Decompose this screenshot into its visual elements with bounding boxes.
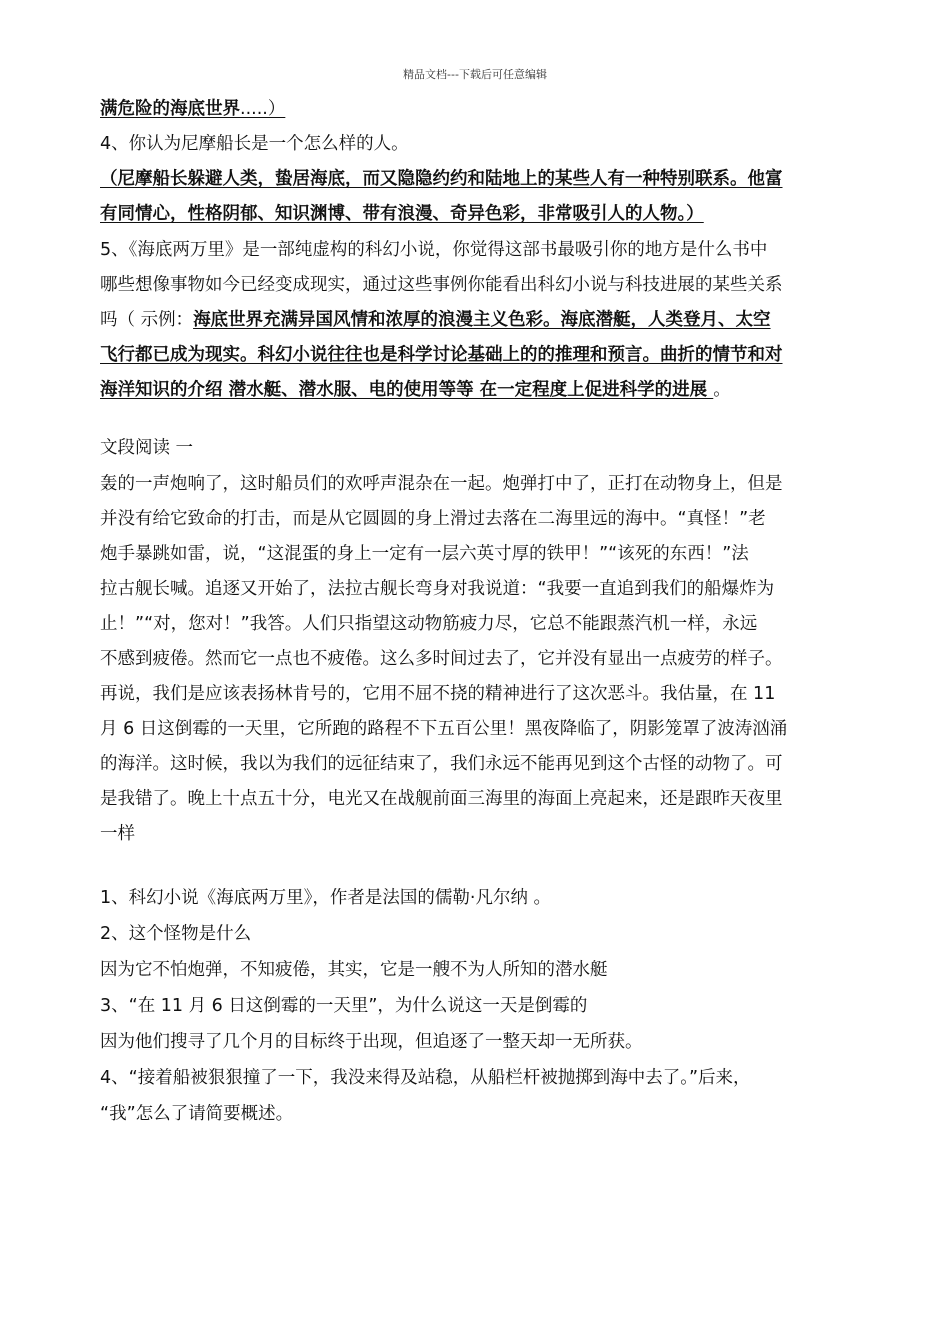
reading-question-4-line-2: “我”怎么了请简要概述。	[100, 1104, 294, 1124]
passage-line: 止！”“对，您对！”我答。人们只指望这动物筋疲力尽，它总不能跟蒸汽机一样，永远	[100, 614, 758, 634]
passage-line: 再说，我们是应该表扬林肯号的，它用不屈不挠的精神进行了这次恶斗。我估量，在 11	[100, 684, 776, 704]
answer-5-line-2: 飞行都已成为现实。科幻小说往往也是科学讨论基础上的的推理和预言。曲折的情节和对	[100, 345, 783, 365]
passage-line: 月 6 日这倒霉的一天里，它所跑的路程不下五百公里！黑夜降临了，阴影笼罩了波涛汹涌	[100, 719, 788, 739]
page-header: 精品文档---下载后可任意编辑	[403, 68, 547, 81]
continued-answer-line	[100, 98, 852, 121]
passage-line: 拉古舰长喊。追逐又开始了，法拉古舰长弯身对我说道：“我要一直追到我们的船爆炸为	[100, 579, 775, 599]
reading-passage	[100, 473, 852, 846]
section-title: 文段阅读 一	[100, 438, 194, 458]
answer-5-end: 。	[713, 380, 731, 400]
answer-5-line-3	[100, 379, 852, 402]
passage-line: 的海洋。这时候，我以为我们的远征结束了，我们永远不能再见到这个古怪的动物了。可	[100, 754, 783, 774]
spacer	[100, 846, 852, 887]
answer-5-part-3: 海洋知识的介绍 潜水艇、潜水服、电的使用等等 在一定程度上促进科学的进展	[100, 380, 714, 400]
answer-5-part-1: 海底世界充满异国风情和浓厚的浪漫主义色彩。海底潜艇，人类登月、太空	[193, 310, 771, 330]
answer-4-line-1: （尼摩船长躲避人类，蛰居海底，而又隐隐约约和陆地上的某些人有一种特别联系。他富	[100, 169, 783, 189]
question-5-line-2: 哪些想像事物如今已经变成现实，通过这些事例你能看出科幻小说与科技进展的某些关系	[100, 275, 783, 295]
answer-4-line-2: 有同情心，性格阴郁、知识渊博、带有浪漫、奇异色彩，非常吸引人的人物。）	[100, 204, 704, 224]
question-5-prefix: 吗（ 示例：	[100, 310, 194, 330]
passage-line: 是我错了。晚上十点五十分，电光又在战舰前面三海里的海面上亮起来，还是跟昨天夜里	[100, 789, 783, 809]
question-4: 4、你认为尼摩船长是一个怎么样的人。	[100, 134, 409, 154]
question-5-line-1: 5、《海底两万里》是一部纯虚构的科幻小说，你觉得这部书最吸引你的地方是什么书中	[100, 240, 768, 260]
passage-line: 并没有给它致命的打击，而是从它圆圆的身上滑过去落在二海里远的海中。“真怪！”老	[100, 509, 766, 529]
passage-line: 一样	[100, 824, 135, 844]
reading-question-2: 2、这个怪物是什么	[100, 924, 252, 944]
passage-line: 轰的一声炮响了，这时船员们的欢呼声混杂在一起。炮弹打中了，正打在动物身上，但是	[100, 474, 783, 494]
passage-line: 炮手暴跳如雷，说，“这混蛋的身上一定有一层六英寸厚的铁甲！”“该死的东西！”法	[100, 544, 749, 564]
reading-question-1: 1、科幻小说《海底两万里》，作者是法国的儒勒·凡尔纳 。	[100, 888, 552, 908]
continued-answer-bold: 满危险的海底世界	[100, 99, 240, 119]
reading-answer-3: 因为他们搜寻了几个月的目标终于出现，但追逐了一整天却一无所获。	[100, 1032, 643, 1052]
continued-answer-tail: .....）	[240, 99, 286, 119]
reading-answer-2: 因为它不怕炮弹，不知疲倦，其实，它是一艘不为人所知的潜水艇	[100, 960, 608, 980]
document-body	[100, 98, 852, 1126]
reading-question-4-line-1: 4、“接着船被狠狠撞了一下，我没来得及站稳，从船栏杆被抛掷到海中去了。”后来，	[100, 1068, 751, 1088]
question-5-line-3	[100, 309, 852, 332]
passage-line: 不感到疲倦。然而它一点也不疲倦。这么多时间过去了，它并没有显出一点疲劳的样子。	[100, 649, 783, 669]
reading-question-3: 3、“在 11 月 6 日这倒霉的一天里”，为什么说这一天是倒霉的	[100, 996, 588, 1016]
